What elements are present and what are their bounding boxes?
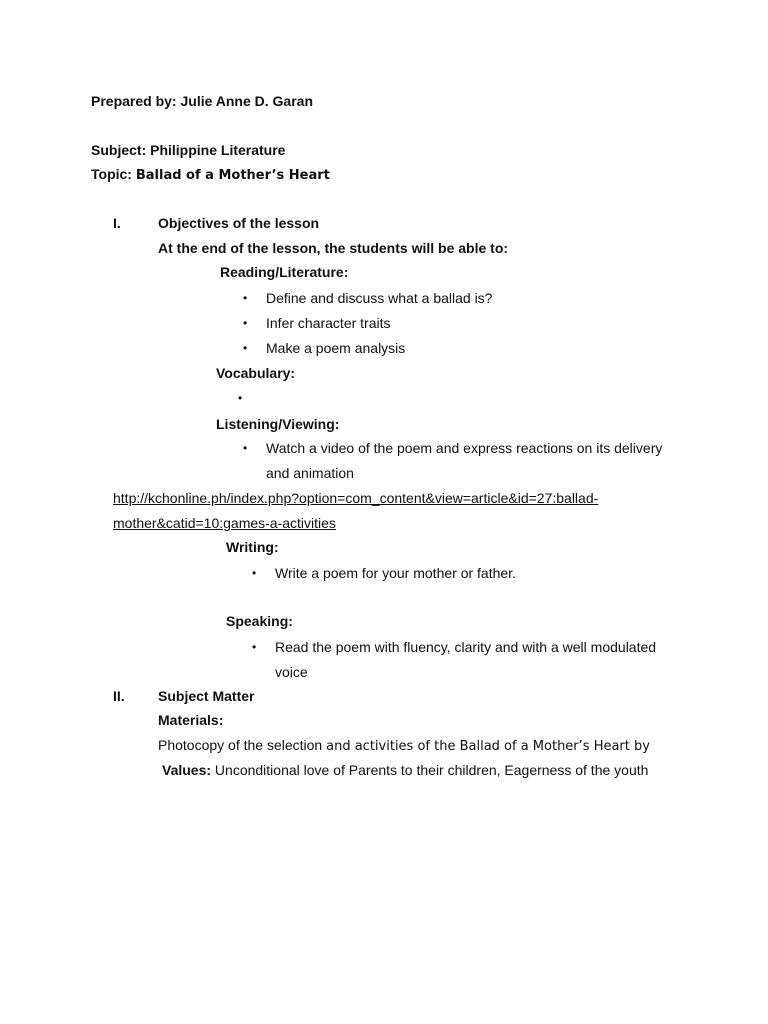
bullet-icon: • xyxy=(243,291,248,305)
bullet-icon: • xyxy=(238,391,243,405)
values-label: Values: xyxy=(162,762,212,778)
objectives-intro: At the end of the lesson, the students will be able to: xyxy=(158,240,509,256)
writing-heading: Writing: xyxy=(226,539,279,555)
video-link-line-2[interactable]: mother&catid=10:games-a-activities xyxy=(113,515,336,531)
reading-heading: Reading/Literature: xyxy=(220,264,349,280)
section-2-numeral: II. xyxy=(113,688,125,704)
bullet-icon: • xyxy=(252,640,257,654)
topic-label: Topic: xyxy=(91,166,132,182)
materials-heading: Materials: xyxy=(158,712,224,728)
materials-text xyxy=(158,736,650,756)
bullet-icon: • xyxy=(252,566,257,580)
reading-item-2: Infer character traits xyxy=(266,315,391,331)
materials-text-b: and activities of the Ballad of a Mother’s Heart by xyxy=(326,739,650,754)
values-line xyxy=(162,761,648,779)
prepared-by: Prepared by: Julie Anne D. Garan xyxy=(91,93,313,109)
values-text: Unconditional love of Parents to their children, Eagerness of the youth xyxy=(214,762,649,778)
bullet-icon: • xyxy=(243,341,248,355)
speaking-item-line-1: Read the poem with fluency, clarity and with a well modulated xyxy=(275,639,657,655)
section-1-numeral: I. xyxy=(113,215,121,231)
subject-line: Subject: Philippine Literature xyxy=(91,142,286,158)
reading-item-1: Define and discuss what a ballad is? xyxy=(266,290,493,306)
bullet-icon: • xyxy=(243,316,248,330)
writing-item: Write a poem for your mother or father. xyxy=(275,565,516,581)
topic-line xyxy=(91,165,330,185)
listening-item-line-2: and animation xyxy=(266,465,354,481)
vocabulary-heading: Vocabulary: xyxy=(216,365,296,381)
speaking-heading: Speaking: xyxy=(226,613,293,629)
section-1-title: Objectives of the lesson xyxy=(158,215,320,231)
section-2-title: Subject Matter xyxy=(158,688,255,704)
topic-value: Ballad of a Mother’s Heart xyxy=(135,168,330,183)
reading-item-3: Make a poem analysis xyxy=(266,340,406,356)
listening-item-line-1: Watch a video of the poem and express reactions on its delivery xyxy=(266,440,663,456)
video-link-line-1[interactable]: http://kchonline.ph/index.php?option=com_content&view=article&id=27:ballad- xyxy=(113,490,599,506)
speaking-item-line-2: voice xyxy=(275,664,308,680)
listening-heading: Listening/Viewing: xyxy=(216,416,340,432)
bullet-icon: • xyxy=(243,441,248,455)
materials-text-a: Photocopy of the selection xyxy=(158,737,323,753)
